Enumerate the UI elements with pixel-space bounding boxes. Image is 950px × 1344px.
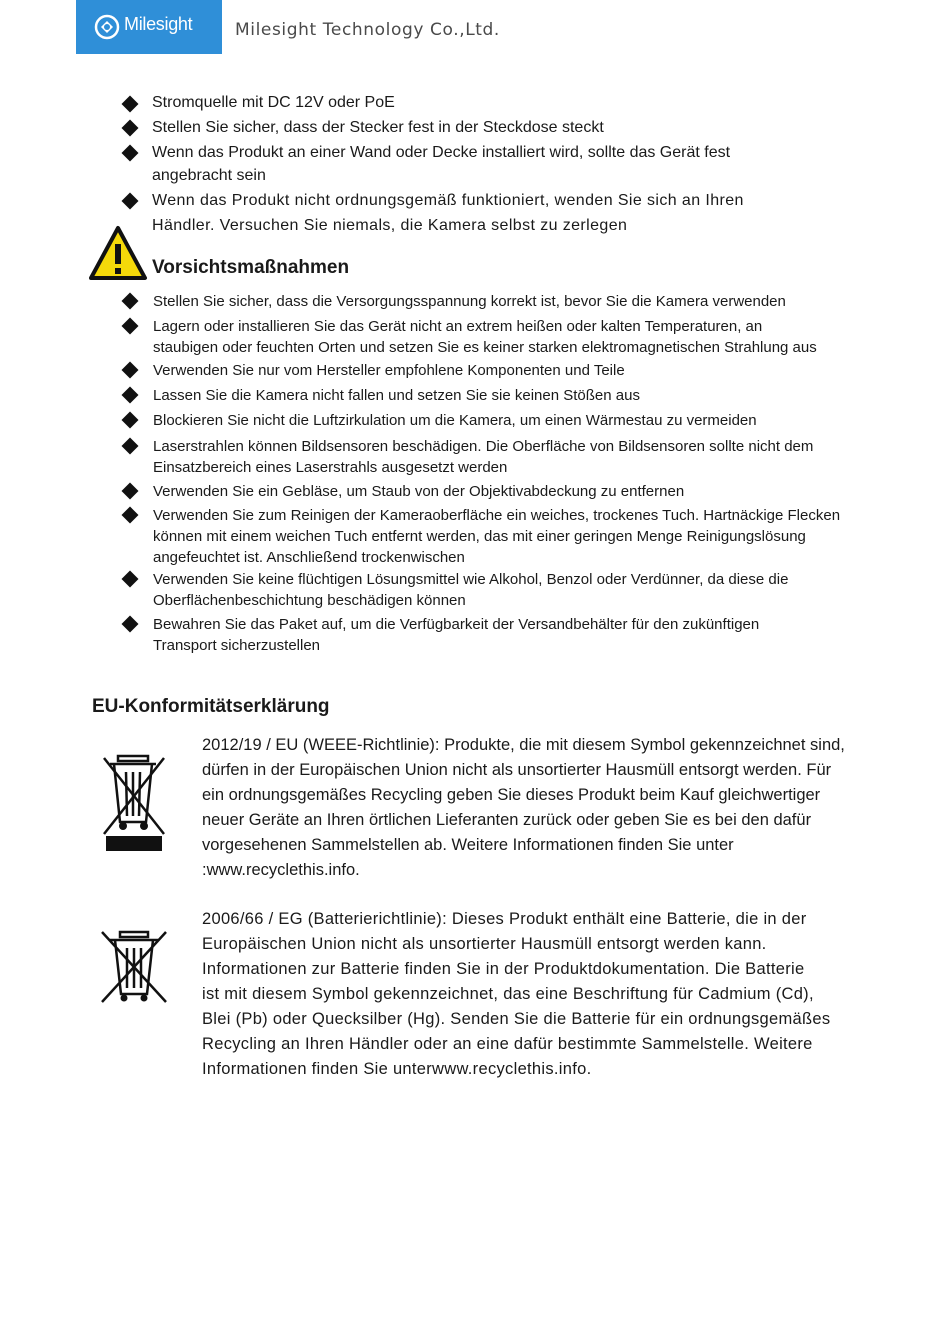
battery-line: Informationen finden Sie unterwww.recyclethis.info. (202, 1060, 592, 1078)
precaution-item-line: Transport sicherzustellen (153, 637, 321, 654)
bullet-icon (122, 318, 139, 335)
warning-item-line: angebracht sein (152, 167, 266, 184)
bullet-icon (122, 412, 139, 429)
bullet-icon (122, 616, 139, 633)
bullet-icon (122, 96, 139, 113)
eu-heading: EU-Konformitätserklärung (92, 696, 330, 717)
bullet-icon (122, 293, 139, 310)
warning-item-line: Stromquelle mit DC 12V oder PoE (152, 94, 395, 111)
precaution-item-line: Verwenden Sie ein Gebläse, um Staub von der Objektivabdeckung zu entfernen (153, 483, 685, 500)
bullet-icon (122, 571, 139, 588)
weee-line: vorgesehenen Sammelstellen ab. Weitere Informationen finden Sie unter (202, 836, 734, 854)
bullet-icon (122, 193, 139, 210)
warning-item-line: Stellen Sie sicher, dass der Stecker fest in der Steckdose steckt (152, 119, 604, 136)
precaution-item-line: Lassen Sie die Kamera nicht fallen und setzen Sie sie keinen Stößen aus (153, 387, 640, 404)
company-name: Milesight Technology Co.,Ltd. (235, 20, 500, 40)
weee-line: ein ordnungsgemäßes Recycling geben Sie dieses Produkt beim Kauf gleichwertiger (202, 786, 821, 804)
battery-line: Recycling an Ihren Händler oder an eine dafür bestimmte Sammelstelle. Weitere (202, 1035, 813, 1053)
battery-bin-icon (96, 926, 172, 1006)
bullet-icon (122, 438, 139, 455)
battery-line: 2006/66 / EG (Batterierichtlinie): Dieses Produkt enthält eine Batterie, die in der (202, 910, 807, 928)
weee-line: :www.recyclethis.info. (202, 861, 360, 879)
warning-triangle-icon (88, 225, 148, 281)
precaution-item-line: Einsatzbereich eines Laserstrahls ausgesetzt werden (153, 459, 508, 476)
precaution-item-line: Stellen Sie sicher, dass die Versorgungsspannung korrekt ist, bevor Sie die Kamera verwenden (153, 293, 786, 310)
weee-line: 2012/19 / EU (WEEE-Richtlinie): Produkte, die mit diesem Symbol gekennzeichnet sind, (202, 736, 845, 754)
precaution-item-line: Laserstrahlen können Bildsensoren beschädigen. Die Oberfläche von Bildsensoren sollte nicht dem (153, 438, 814, 455)
battery-line: Blei (Pb) oder Quecksilber (Hg). Senden Sie die Batterie für ein ordnungsgemäßes (202, 1010, 831, 1028)
bullet-icon (122, 507, 139, 524)
warning-item-line: Händler. Versuchen Sie niemals, die Kamera selbst zu zerlegen (152, 217, 628, 234)
warning-item-line: Wenn das Produkt nicht ordnungsgemäß funktioniert, wenden Sie sich an Ihren (152, 192, 744, 209)
warning-item-line: Wenn das Produkt an einer Wand oder Decke installiert wird, sollte das Gerät fest (152, 144, 731, 161)
precaution-item-line: Verwenden Sie keine flüchtigen Lösungsmittel wie Alkohol, Benzol oder Verdünner, da diese die (153, 571, 789, 588)
precaution-item-line: Oberflächenbeschichtung beschädigen können (153, 592, 466, 609)
precaution-item-line: angefeuchtet ist. Anschließend trockenwischen (153, 549, 465, 566)
crossed-out-bin-icon (96, 750, 172, 854)
bullet-icon (122, 362, 139, 379)
precaution-item-line: Blockieren Sie nicht die Luftzirkulation um die Kamera, um einen Wärmestau zu vermeiden (153, 412, 757, 429)
battery-line: Informationen zur Batterie finden Sie in der Produktdokumentation. Die Batterie (202, 960, 805, 978)
precaution-item-line: Verwenden Sie zum Reinigen der Kameraoberfläche ein weiches, trockenes Tuch. Hartnäckige Flecken (153, 507, 841, 524)
precaution-item-line: Bewahren Sie das Paket auf, um die Verfügbarkeit der Versandbehälter für den zukünftigen (153, 616, 760, 633)
precaution-item-line: staubigen oder feuchten Orten und setzen Sie es keiner starken elektromagnetischen Strahlung aus (153, 339, 817, 356)
precaution-item-line: Lagern oder installieren Sie das Gerät nicht an extrem heißen oder kalten Temperaturen, an (153, 318, 763, 335)
bullet-icon (122, 483, 139, 500)
battery-line: Europäischen Union nicht als unsortierter Hausmüll entsorgt werden kann. (202, 935, 767, 953)
weee-line: dürfen in der Europäischen Union nicht als unsortierter Hausmüll entsorgt werden. Für (202, 761, 832, 779)
precaution-item-line: Verwenden Sie nur vom Hersteller empfohlene Komponenten und Teile (153, 362, 625, 379)
logo-text: Milesight (124, 14, 193, 34)
bullet-icon (122, 387, 139, 404)
header-divider (219, 0, 222, 54)
milesight-logo-icon (94, 14, 120, 40)
weee-line: neuer Geräte an Ihren örtlichen Lieferanten zurück oder geben Sie es bei den dafür (202, 811, 812, 829)
bullet-icon (122, 145, 139, 162)
battery-line: ist mit diesem Symbol gekennzeichnet, das eine Beschriftung für Cadmium (Cd), (202, 985, 814, 1003)
precaution-item-line: können mit einem weichen Tuch entfernt werden, das mit einer geringen Menge Reinigungslösung (153, 528, 806, 545)
precautions-heading: Vorsichtsmaßnahmen (152, 257, 350, 278)
bullet-icon (122, 120, 139, 137)
